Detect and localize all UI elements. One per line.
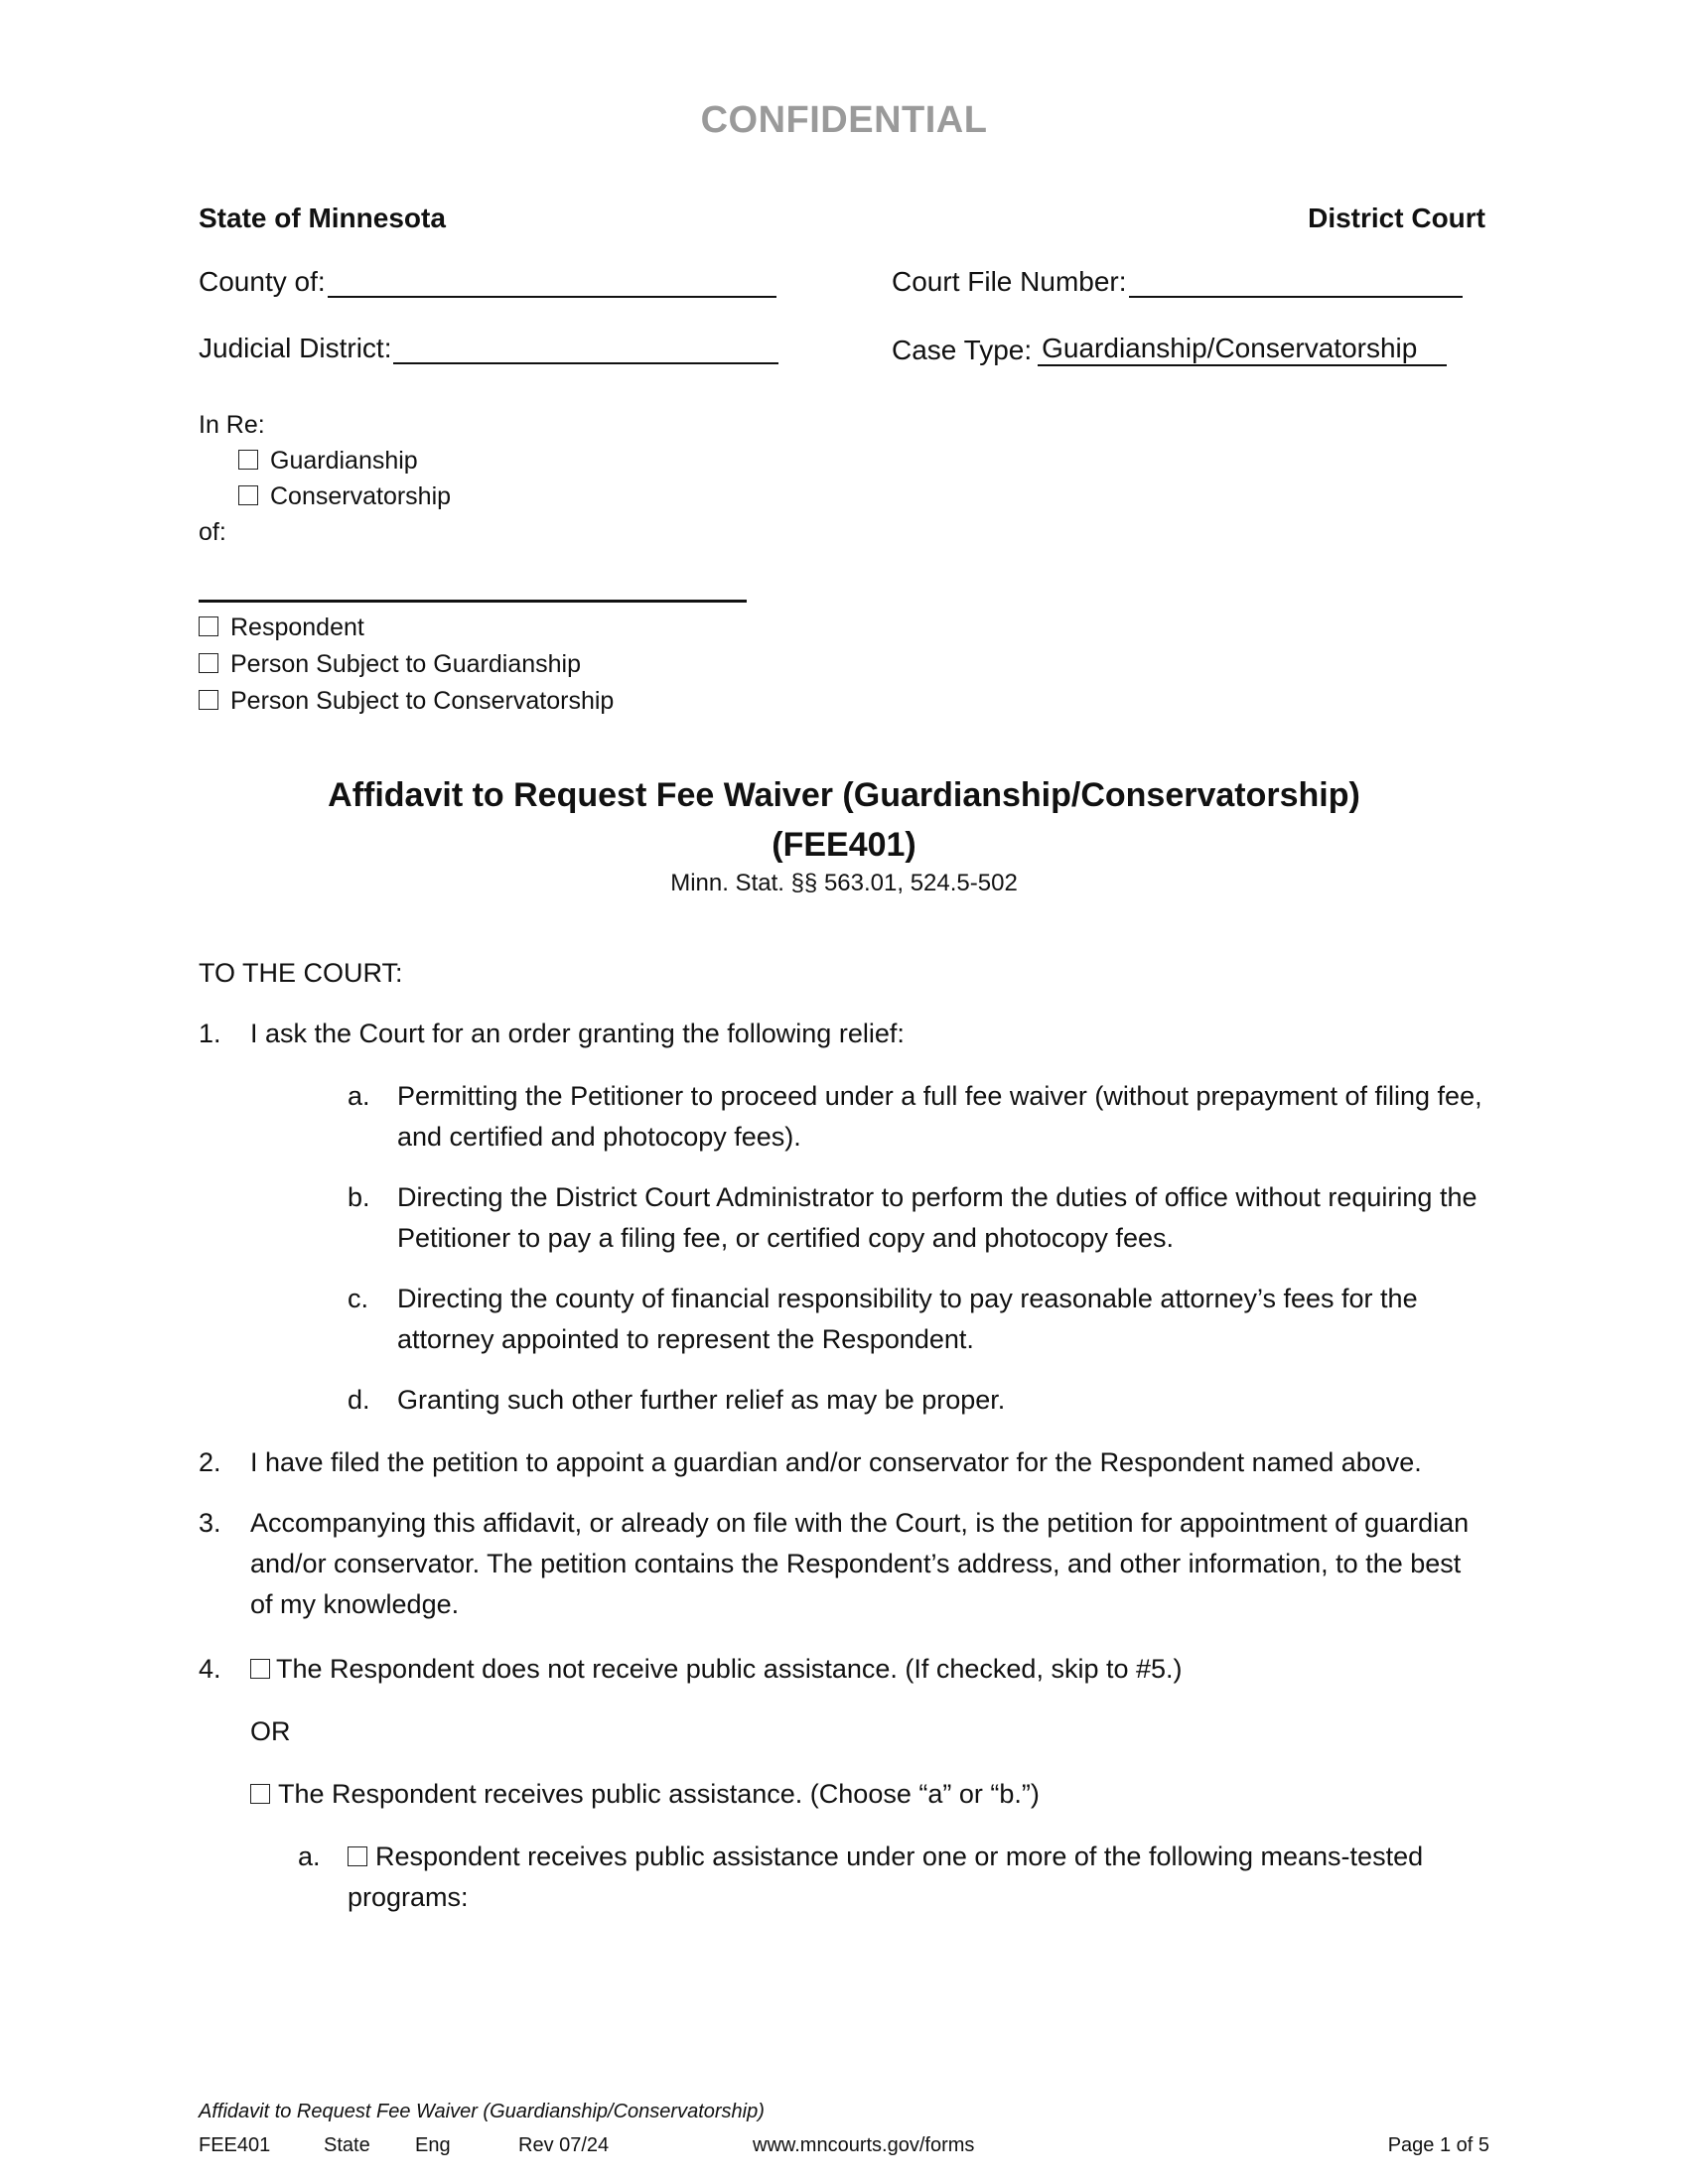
title-line-2: (FEE401) <box>772 826 916 864</box>
item-1a-letter: a. <box>348 1081 370 1111</box>
item-3 <box>199 1503 1489 1625</box>
document-title <box>0 770 1688 870</box>
footer-language: Eng <box>415 2134 451 2156</box>
guardianship-option[interactable] <box>199 443 451 478</box>
statute-citation: Minn. Stat. §§ 563.01, 524.5-502 <box>670 870 1018 896</box>
title-line-1: Affidavit to Request Fee Waiver (Guardianship/Conservatorship) <box>328 776 1360 814</box>
to-the-court: TO THE COURT: <box>199 958 403 988</box>
footer-state: State <box>324 2134 370 2156</box>
item-4-option-2[interactable] <box>199 1774 1489 1815</box>
item-4a-letter: a. <box>298 1842 321 1871</box>
item-4a-option[interactable] <box>348 1837 1489 1918</box>
judicial-district-label: Judicial District: <box>199 333 392 363</box>
court-file-field <box>892 266 1463 298</box>
role-options <box>199 610 614 720</box>
checkbox-icon[interactable] <box>199 653 218 673</box>
checkbox-icon[interactable] <box>348 1846 367 1866</box>
psg-option-label: Person Subject to Guardianship <box>230 650 581 678</box>
item-1c <box>199 1279 1489 1360</box>
confidential-banner: CONFIDENTIAL <box>700 99 988 141</box>
item-4-option-1[interactable] <box>250 1649 1183 1690</box>
item-4-option-2-text: The Respondent receives public assistance. (Choose “a” or “b.”) <box>278 1779 1040 1809</box>
checkbox-icon[interactable] <box>250 1784 270 1804</box>
footer-revision: Rev 07/24 <box>518 2134 610 2156</box>
item-2-text: I have filed the petition to appoint a guardian and/or conservator for the Respondent named above. <box>250 1447 1422 1477</box>
item-4a-text: Respondent receives public assistance under one or more of the following means-tested programs: <box>348 1842 1424 1912</box>
item-1d <box>199 1380 1489 1421</box>
item-3-text: Accompanying this affidavit, or already on file with the Court, is the petition for appointment of guardian and/or conservator. The petition contains the Respondent’s address, and other information, to the best of my knowledge. <box>250 1508 1470 1619</box>
psc-option[interactable] <box>199 683 614 720</box>
checkbox-icon[interactable] <box>250 1659 270 1679</box>
footer-form-code: FEE401 <box>199 2134 271 2156</box>
case-type-value: Guardianship/Conservatorship <box>1038 333 1447 366</box>
item-1c-letter: c. <box>348 1284 369 1313</box>
court-file-label: Court File Number: <box>892 266 1127 297</box>
judicial-district-field <box>199 333 778 364</box>
item-1d-text: Granting such other further relief as may be proper. <box>397 1385 1006 1415</box>
state-label: State of Minnesota <box>199 203 446 233</box>
respondent-option[interactable] <box>199 610 614 646</box>
item-1-number: 1. <box>199 1019 221 1048</box>
item-2-number: 2. <box>199 1447 221 1477</box>
item-1a-text: Permitting the Petitioner to proceed under a full fee waiver (without prepayment of filing fee, and certified and photocopy fees). <box>397 1081 1482 1152</box>
footer-url[interactable]: www.mncourts.gov/forms <box>753 2134 975 2156</box>
respondent-option-label: Respondent <box>230 614 364 641</box>
item-1c-text: Directing the county of financial responsibility to pay reasonable attorney’s fees for the attorney appointed to represent the Respondent. <box>397 1284 1418 1354</box>
item-4 <box>199 1649 1489 1690</box>
in-re-block <box>199 407 451 550</box>
item-2 <box>199 1442 1489 1483</box>
respondent-name-line[interactable] <box>199 600 747 603</box>
psg-option[interactable] <box>199 646 614 683</box>
county-input-line[interactable] <box>328 268 776 298</box>
item-1 <box>199 1014 1489 1054</box>
case-type-field <box>892 333 1447 366</box>
item-4-or: OR <box>250 1716 291 1746</box>
county-label: County of: <box>199 266 326 297</box>
footer-page-number: Page 1 of 5 <box>1387 2134 1489 2156</box>
psc-option-label: Person Subject to Conservatorship <box>230 687 615 715</box>
conservatorship-option-label: Conservatorship <box>270 482 452 510</box>
item-3-number: 3. <box>199 1508 221 1538</box>
item-1b-letter: b. <box>348 1182 370 1212</box>
item-1d-letter: d. <box>348 1385 370 1415</box>
court-file-input-line[interactable] <box>1129 268 1463 298</box>
conservatorship-option[interactable] <box>199 478 451 514</box>
item-1b-text: Directing the District Court Administrator to perform the duties of office without requiring the Petitioner to pay a filing fee, or certified copy and photocopy fees. <box>397 1182 1477 1253</box>
checkbox-icon[interactable] <box>238 450 258 470</box>
guardianship-option-label: Guardianship <box>270 447 418 475</box>
item-4-number: 4. <box>199 1654 221 1684</box>
item-1b <box>199 1177 1489 1259</box>
checkbox-icon[interactable] <box>199 690 218 710</box>
court-label: District Court <box>1308 203 1485 233</box>
checkbox-icon[interactable] <box>238 485 258 505</box>
item-1a <box>199 1076 1489 1158</box>
in-re-label: In Re: <box>199 411 265 439</box>
document-body <box>199 953 1489 1918</box>
item-4a <box>199 1837 1489 1918</box>
case-type-label: Case Type: <box>892 335 1033 365</box>
item-4-option-1-text: The Respondent does not receive public assistance. (If checked, skip to #5.) <box>276 1654 1183 1684</box>
item-1-text: I ask the Court for an order granting the following relief: <box>250 1019 905 1048</box>
judicial-district-input-line[interactable] <box>393 335 778 364</box>
county-field <box>199 266 776 298</box>
of-label: of: <box>199 518 226 546</box>
checkbox-icon[interactable] <box>199 616 218 636</box>
footer-form-title: Affidavit to Request Fee Waiver (Guardianship/Conservatorship) <box>199 2101 765 2122</box>
